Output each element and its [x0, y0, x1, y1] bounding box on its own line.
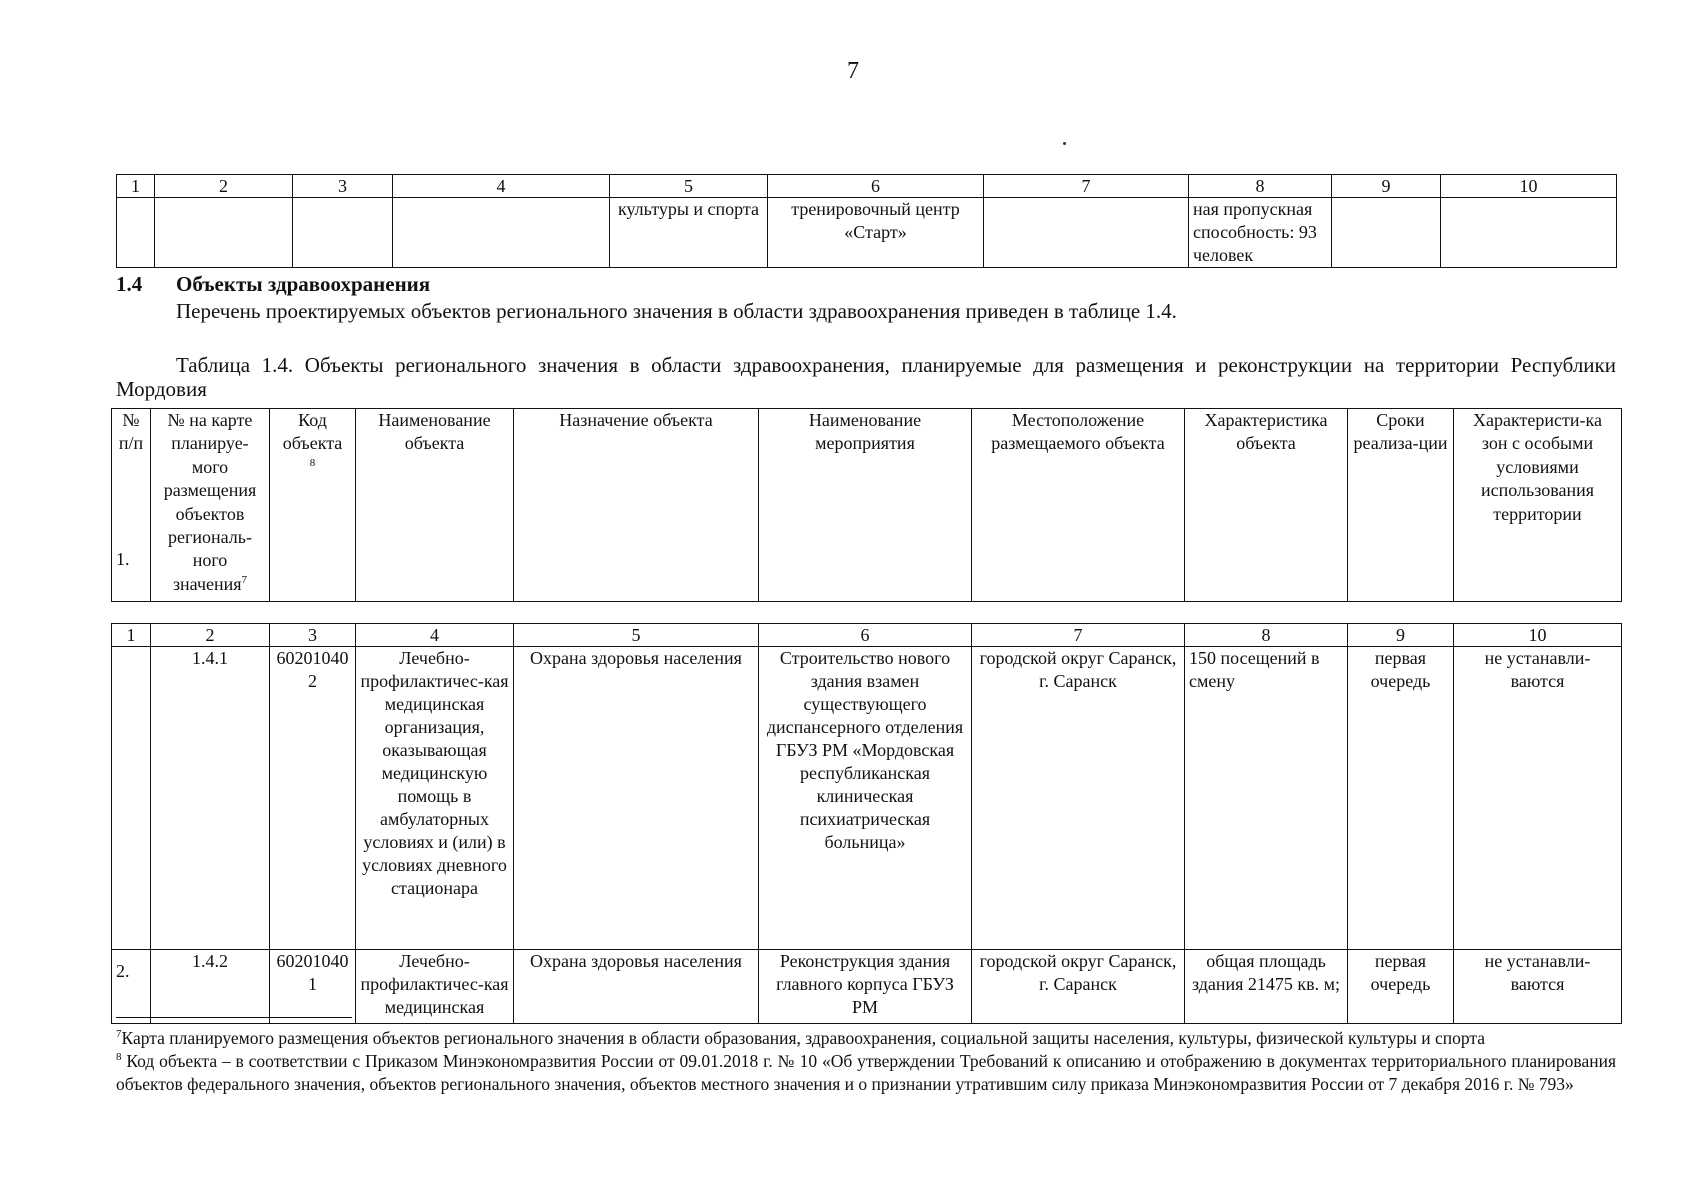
section-heading [116, 272, 430, 297]
footnote [116, 1027, 1616, 1050]
column-number: 7 [972, 624, 1185, 647]
column-number: 3 [270, 624, 356, 647]
continuation-table [116, 174, 1617, 268]
header-cell-object-code [270, 409, 356, 602]
footnote-marker: 7 [116, 1028, 122, 1041]
column-number: 8 [1189, 175, 1332, 198]
object-purpose-cell: Охрана здоровья населения [514, 950, 759, 1024]
object-code-cell: 602010402 [270, 647, 356, 950]
header-row [112, 409, 1622, 602]
footnote-ref: 8 [309, 456, 316, 469]
object-purpose-cell: культуры и спорта [610, 198, 768, 268]
column-number: 5 [610, 175, 768, 198]
section-number: 1.4 [116, 272, 143, 296]
header-cell-object-name: Наименование объекта [356, 409, 514, 602]
timing-cell: первая очередь [1348, 647, 1454, 950]
header-cell-map-number [151, 409, 270, 602]
footnote-text: Код объекта – в соответствии с Приказом Минэкономразвития России от 09.01.2018 г. № 10 «Об утверждении Требований к описанию и отображению в документах территориального планирования объектов федерального значения, объектов регионального значения, объектов местного значения и о признании утратившим силу приказа Минэкономразвития России от 7 декабря 2016 г. № 793» [116, 1051, 1616, 1094]
footnote-marker: 8 [116, 1051, 122, 1064]
section-title: Объекты здравоохранения [176, 272, 431, 296]
object-name-cell: Лечебно-профилактичес-кая медицинская организация, оказывающая медицинскую помощь в амбулаторных условиях и (или) в условиях дневного стационара [356, 647, 514, 950]
object-code-cell: 602010401 [270, 950, 356, 1024]
column-number: 1 [117, 175, 155, 198]
row-number: 1. [116, 549, 130, 569]
table-cell [1332, 198, 1441, 268]
table-cell [984, 198, 1189, 268]
column-number: 10 [1441, 175, 1617, 198]
column-number: 1 [112, 624, 151, 647]
characteristic-cell: ная пропускная способность: 93 человек [1189, 198, 1332, 268]
header-cell-location: Местоположение размещаемого объекта [972, 409, 1185, 602]
column-number: 9 [1348, 624, 1454, 647]
row-number-cell [112, 950, 151, 1024]
map-number-cell: 1.4.2 [151, 950, 270, 1024]
table-caption: Таблица 1.4. Объекты регионального значения в области здравоохранения, планируемые для размещения и реконструкции на территории Республики Мордовия [116, 353, 1616, 401]
timing-cell: первая очередь [1348, 950, 1454, 1024]
header-cell-zones: Характеристи-ка зон с особыми условиями использования территории [1454, 409, 1622, 602]
column-number: 2 [155, 175, 293, 198]
column-number: 3 [293, 175, 393, 198]
measure-name-cell: Строительство нового здания взамен существующего диспансерного отделения ГБУЗ РМ «Мордовская республиканская клиническая психиатрическая больница» [759, 647, 972, 950]
header-cell-measure: Наименование мероприятия [759, 409, 972, 602]
page-number: 7 [847, 58, 859, 84]
footnote [116, 1050, 1616, 1096]
table-header [111, 408, 1622, 602]
location-cell: городской округ Саранск, г. Саранск [972, 950, 1185, 1024]
table-cell [117, 198, 155, 268]
column-number: 5 [514, 624, 759, 647]
column-number-row [112, 624, 1622, 647]
section-intro: Перечень проектируемых объектов регионального значения в области здравоохранения приведен в таблице 1.4. [176, 299, 1177, 323]
footnotes [116, 1027, 1616, 1096]
table-cell [155, 198, 293, 268]
table-cell [1441, 198, 1617, 268]
column-number: 10 [1454, 624, 1622, 647]
header-cell-characteristic: Характеристика объекта [1185, 409, 1348, 602]
column-number: 4 [393, 175, 610, 198]
data-table [111, 549, 1622, 1024]
column-number-row [117, 175, 1617, 198]
object-purpose-cell: Охрана здоровья населения [514, 647, 759, 950]
footnote-separator [116, 1017, 352, 1018]
column-number: 9 [1332, 175, 1441, 198]
map-number-cell: 1.4.1 [151, 647, 270, 950]
table-cell [293, 198, 393, 268]
zones-cell: не устанавли-ваются [1454, 950, 1622, 1024]
row-number: 2. [116, 961, 130, 981]
column-number: 7 [984, 175, 1189, 198]
footnote-text: Карта планируемого размещения объектов регионального значения в области образования, здравоохранения, социальной защиты населения, культуры, физической культуры и спорта [121, 1028, 1486, 1048]
column-number: 4 [356, 624, 514, 647]
table-row [112, 950, 1622, 1024]
header-cell-timing: Сроки реализа-ции [1348, 409, 1454, 602]
column-number: 8 [1185, 624, 1348, 647]
scan-dot [1063, 142, 1066, 145]
header-text: № на карте планируе-мого размещения объектов региональ-ного значения [163, 410, 257, 594]
object-name-cell: Лечебно-профилактичес-кая медицинская [356, 950, 514, 1024]
characteristic-cell: общая площадь здания 21475 кв. м; [1185, 950, 1348, 1024]
footnote-ref: 7 [241, 573, 248, 586]
table-cell [393, 198, 610, 268]
header-cell-purpose: Назначение объекта [514, 409, 759, 602]
location-cell: городской округ Саранск, г. Саранск [972, 647, 1185, 950]
column-number: 2 [151, 624, 270, 647]
table-row [117, 198, 1617, 268]
column-number: 6 [759, 624, 972, 647]
characteristic-cell: 150 посещений в смену [1185, 647, 1348, 950]
column-number: 6 [768, 175, 984, 198]
header-text: Код объекта [282, 410, 343, 454]
table-row [112, 647, 1622, 950]
measure-name-cell: Реконструкция здания главного корпуса ГБУЗ РМ [759, 950, 972, 1024]
zones-cell: не устанавли-ваются [1454, 647, 1622, 950]
row-number-cell [112, 549, 151, 950]
measure-name-cell: тренировочный центр «Старт» [768, 198, 984, 268]
header-cell-number: № п/п [112, 409, 151, 602]
